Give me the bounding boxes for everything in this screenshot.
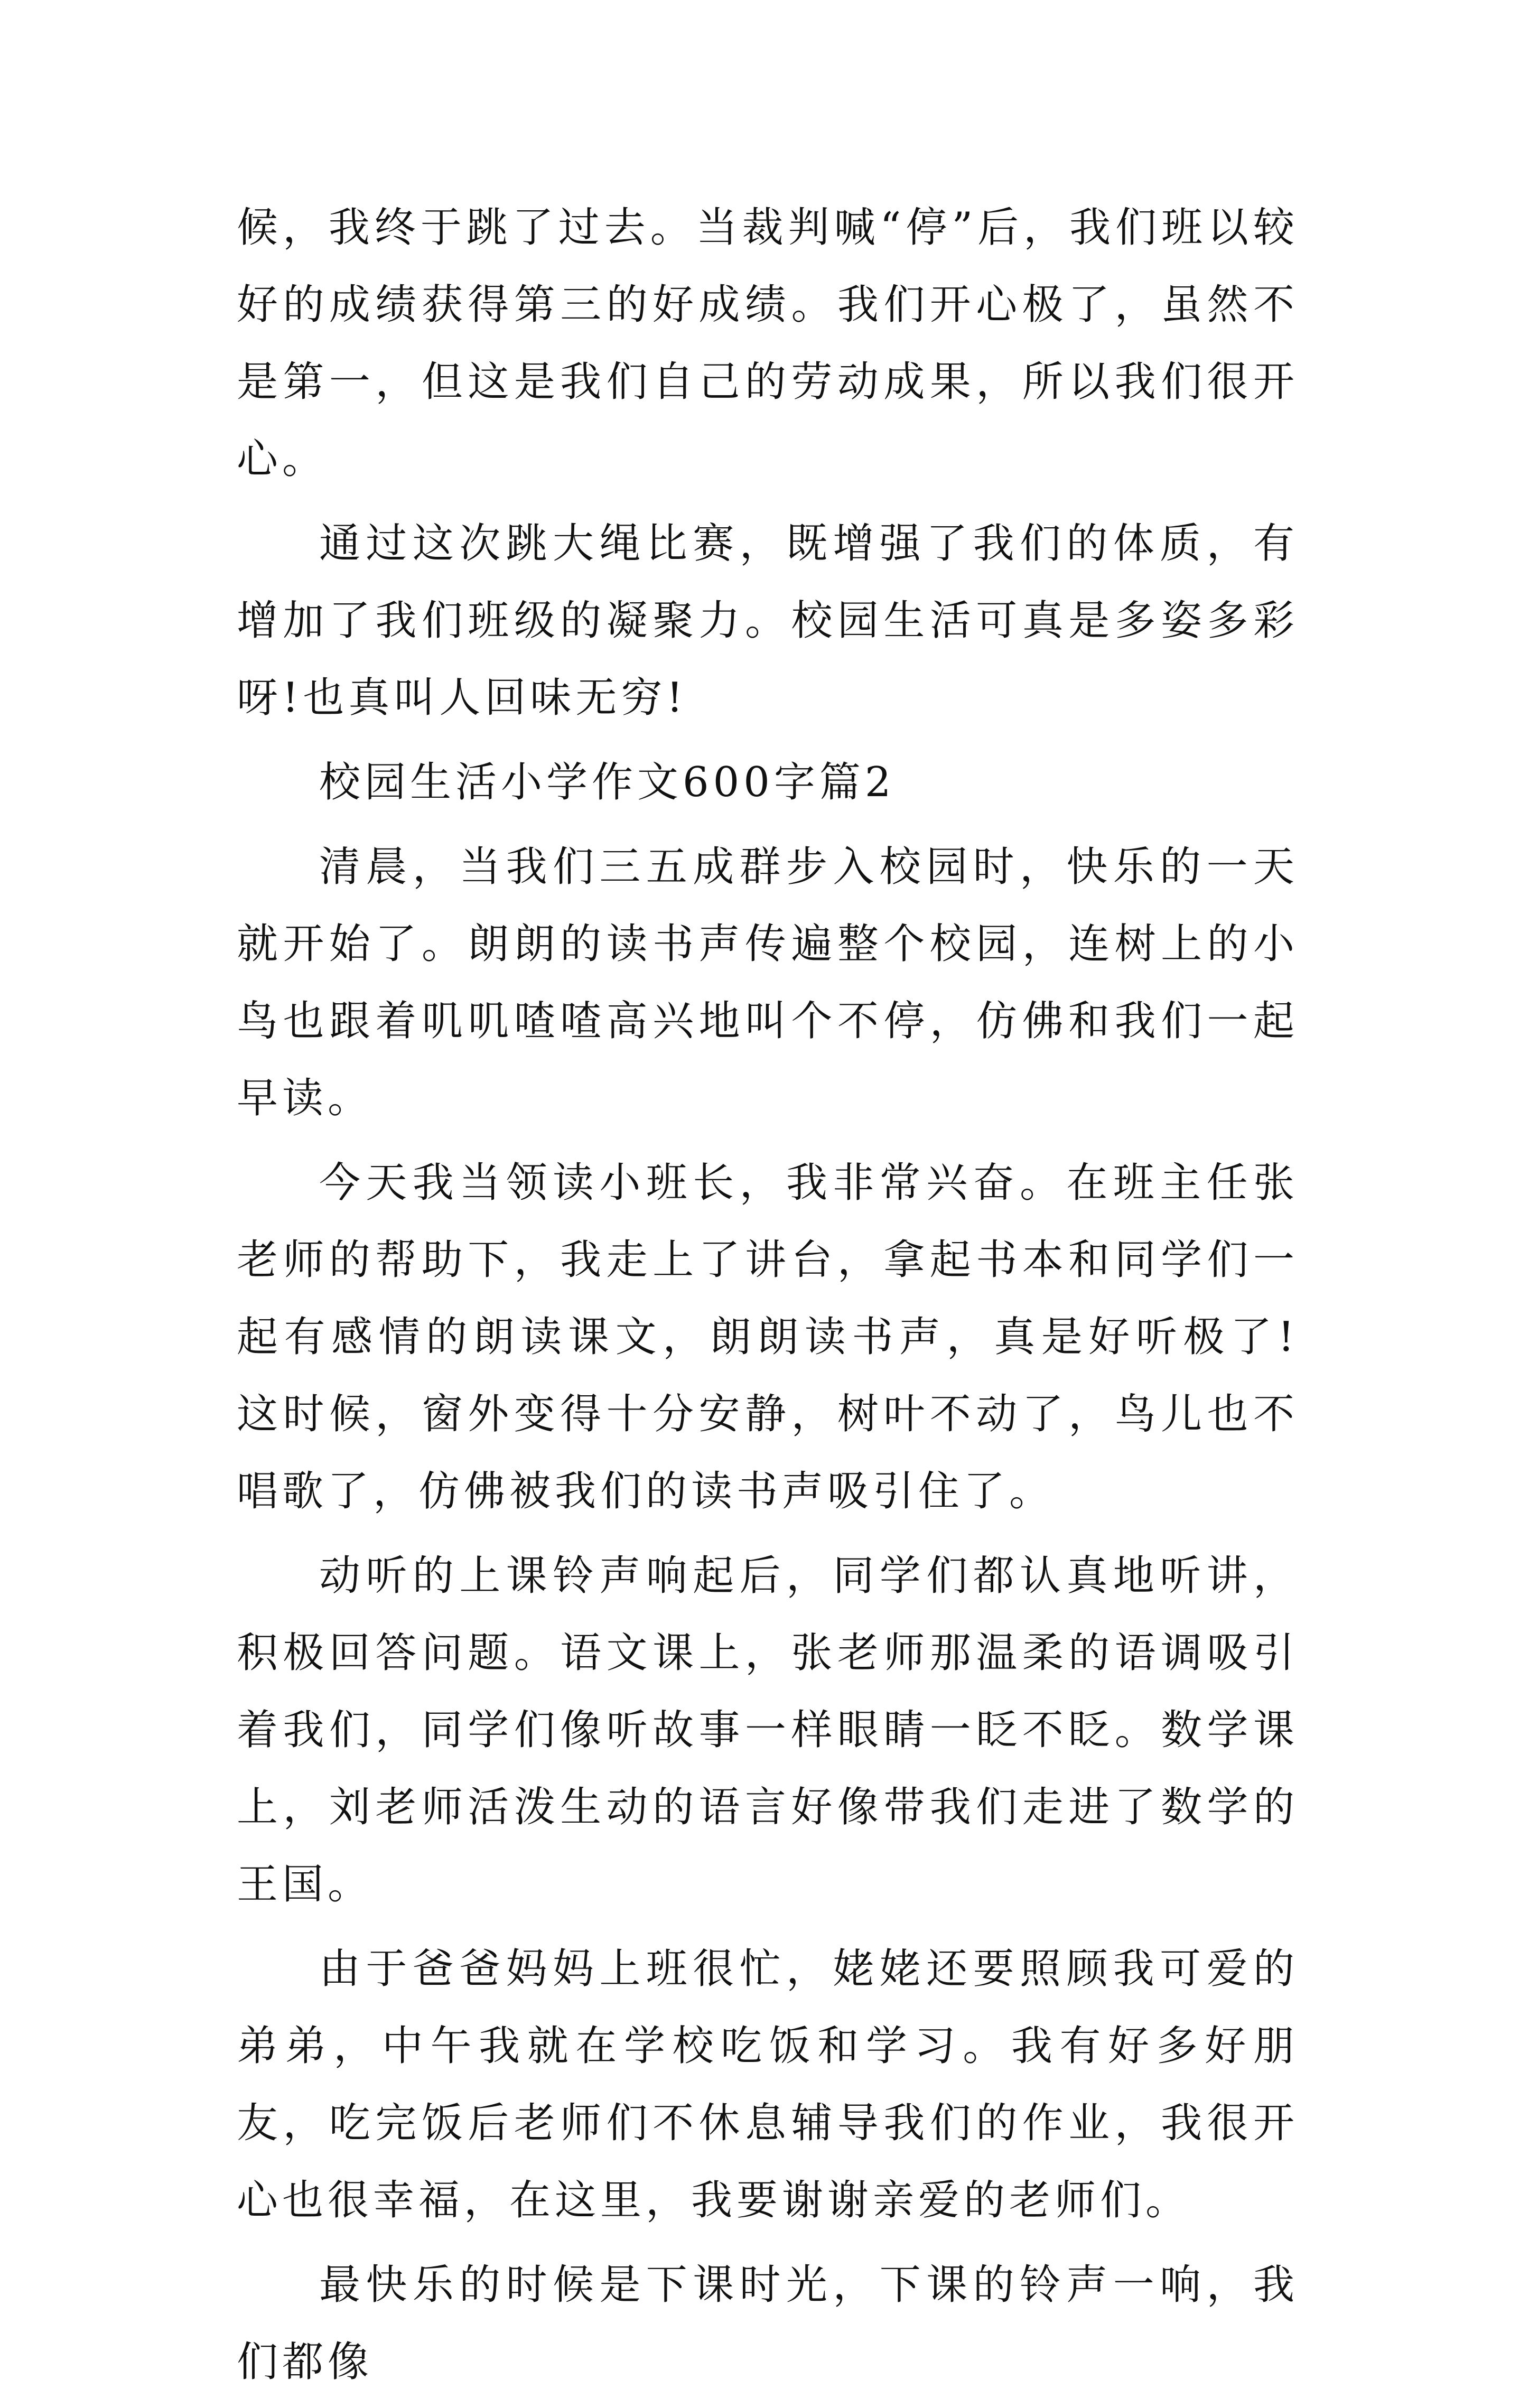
paragraph: 清晨，当我们三五成群步入校园时，快乐的一天就开始了。朗朗的读书声传遍整个校园，连树上的小鸟也跟着叽叽喳喳高兴地叫个不停，仿佛和我们一起早读。 — [237, 843, 1299, 1122]
paragraph: 由于爸爸妈妈上班很忙，姥姥还要照顾我可爱的弟弟，中午我就在学校吃饭和学习。我有好多好朋友，吃完饭后老师们不休息辅导我们的作业，我很开心也很幸福，在这里，我要谢谢亲爱的老师们。 — [237, 1945, 1299, 2224]
paragraph-continuation: 候，我终于跳了过去。当裁判喊“停”后，我们班以较好的成绩获得第三的好成绩。我们开心极了，虽然不是第一，但这是我们自己的劳动成果，所以我们很开心。 — [237, 204, 1299, 483]
paragraph: 动听的上课铃声响起后，同学们都认真地听讲，积极回答问题。语文课上，张老师那温柔的语调吸引着我们，同学们像听故事一样眼睛一眨不眨。数学课上，刘老师活泼生动的语言好像带我们走进了数学的王国。 — [237, 1552, 1299, 1908]
section-title: 校园生活小学作文600字篇2 — [319, 759, 896, 806]
document-body — [237, 189, 1299, 2408]
paragraph: 今天我当领读小班长，我非常兴奋。在班主任张老师的帮助下，我走上了讲台，拿起书本和同学们一起有感情的朗读课文，朗朗读书声，真是好听极了!这时候，窗外变得十分安静，树叶不动了，鸟儿也不唱歌了，仿佛被我们的读书声吸引住了。 — [237, 1159, 1299, 1515]
paragraph: 最快乐的时候是下课时光，下课的铃声一响，我们都像 — [237, 2261, 1299, 2386]
paragraph: 通过这次跳大绳比赛，既增强了我们的体质，有增加了我们班级的凝聚力。校园生活可真是多姿多彩呀!也真叫人回味无穷! — [237, 520, 1299, 722]
